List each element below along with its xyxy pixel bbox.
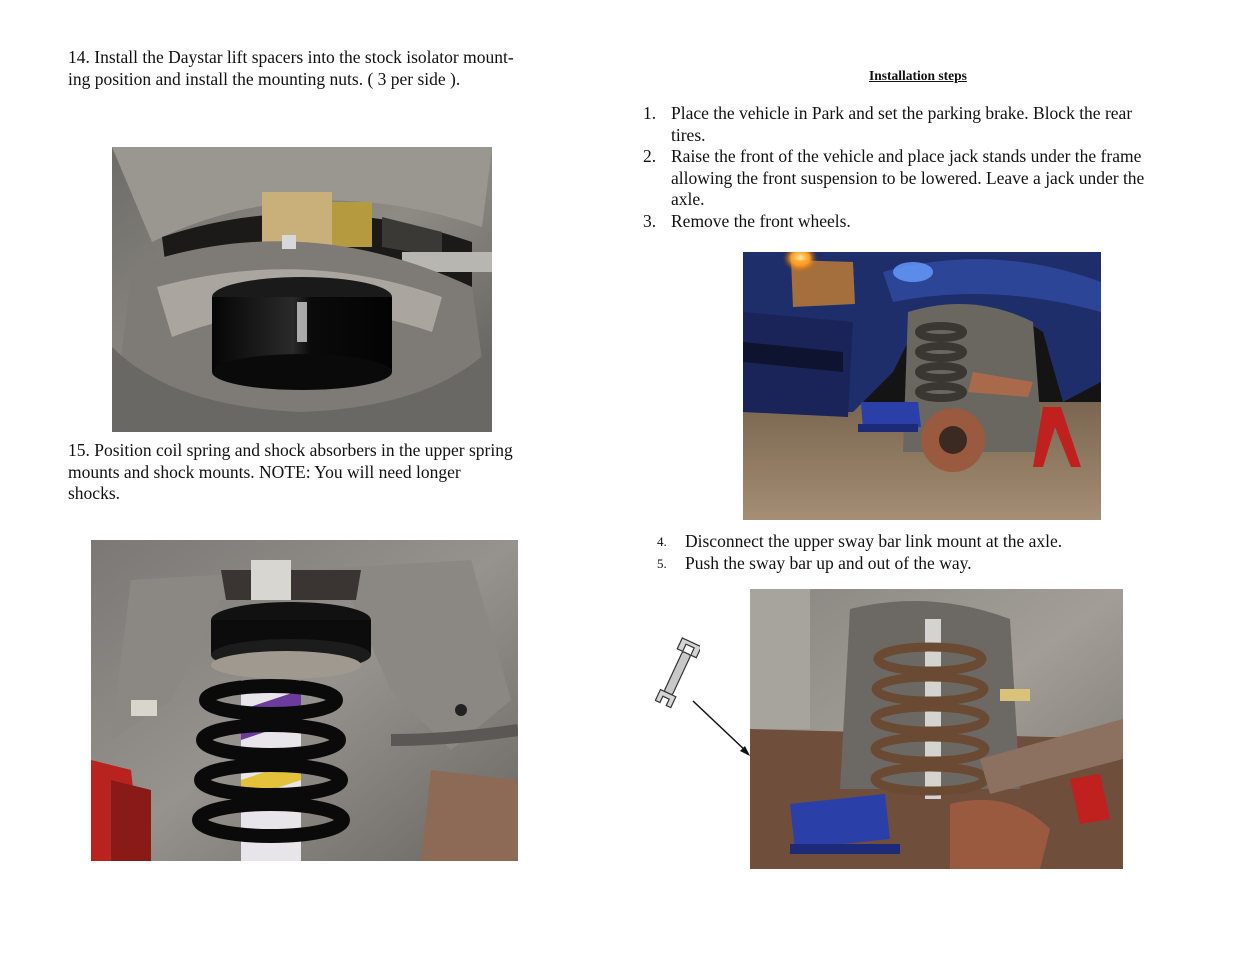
- step-4-text: Disconnect the upper sway bar link mount at the axle.: [685, 531, 1063, 551]
- photo-coil-spring-shock: [91, 540, 518, 861]
- list-item: [643, 103, 1203, 146]
- steps-list-4-5: [657, 531, 1197, 574]
- step-number: 2.: [643, 146, 657, 166]
- list-item: [657, 553, 1197, 575]
- step-15-text: [68, 440, 568, 505]
- step-2-line-3: axle.: [671, 189, 705, 209]
- step-3-line-1: Remove the front wheels.: [671, 210, 851, 231]
- step-15-line-1: 15. Position coil spring and shock absorbers in the upper spring: [68, 440, 513, 460]
- installation-steps-heading: Installation steps: [869, 68, 967, 83]
- steps-list-1-3: [643, 103, 1203, 232]
- list-item: [643, 211, 1203, 233]
- photo-lift-spacer-installed: [112, 147, 492, 432]
- step-1-line-2: tires.: [671, 124, 706, 145]
- step-number: 1.: [643, 103, 657, 123]
- step-number: 4.: [657, 534, 667, 549]
- list-item: [643, 146, 1203, 211]
- list-item: [657, 531, 1197, 553]
- step-14-line-2: ing position and install the mounting nuts. ( 3 per side ).: [68, 68, 461, 89]
- step-2-line-2: allowing the front suspension to be lowered. Leave a jack under the: [671, 167, 1145, 188]
- step-number: 5.: [657, 555, 667, 571]
- step-15-line-2: mounts and shock mounts. NOTE: You will need longer: [68, 461, 461, 482]
- step-15-line-3: shocks.: [68, 483, 121, 503]
- step-number: 3.: [643, 210, 657, 231]
- step-2-line-1: Raise the front of the vehicle and place jack stands under the frame: [671, 146, 1142, 166]
- photo-sway-bar-link: [750, 589, 1123, 869]
- arrow-pointer-icon: [690, 698, 755, 760]
- step-14-line-1: 14. Install the Daystar lift spacers into the stock isolator mount-: [68, 47, 514, 67]
- step-1-line-1: Place the vehicle in Park and set the parking brake. Block the rear: [671, 103, 1133, 123]
- photo-vehicle-on-jack-stands: [743, 252, 1101, 520]
- step-14-text: [68, 47, 568, 90]
- step-5-text: Push the sway bar up and out of the way.: [685, 552, 972, 573]
